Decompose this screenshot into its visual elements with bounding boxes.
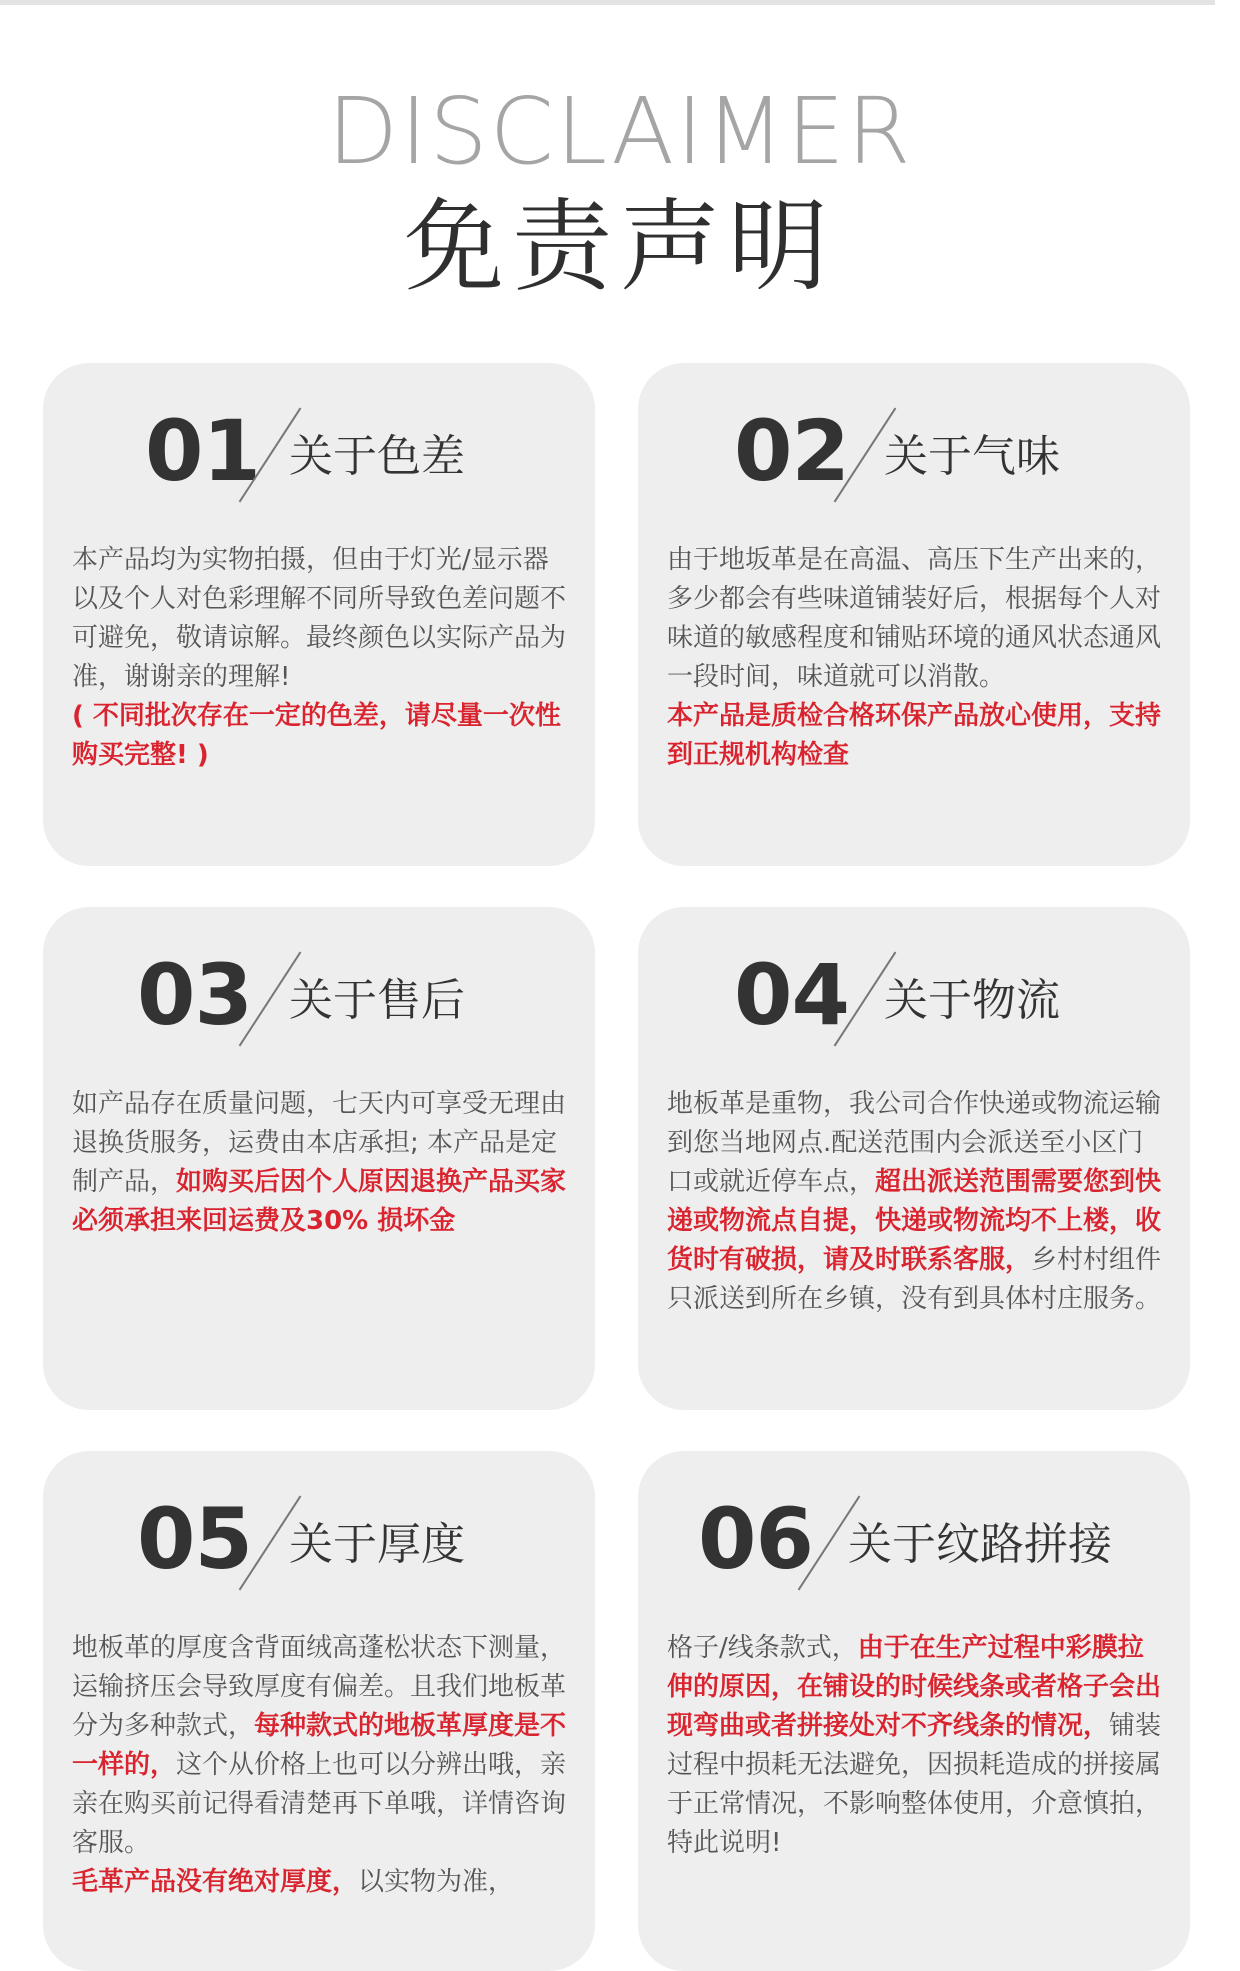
card-text: 以实物为准， — [358, 1867, 515, 1897]
card-highlight: ( 不同批次存在一定的色差，请尽量一次性购买完整! ) — [72, 701, 561, 770]
card-number: 05 — [137, 1490, 252, 1588]
card-highlight: 由于在生产过程中彩膜拉伸的原因，在铺设的时候线条或者格子会出现弯曲或者拼接处对不齐线条的情况， — [667, 1633, 1162, 1741]
card-text: 地板革是重物，我公司合作快递或物流运输到您当地网点.配送范围内会派送至小区门口或就近停车点， — [667, 1089, 1162, 1197]
card-color-difference — [43, 363, 595, 866]
card-number: 02 — [734, 402, 849, 500]
card-body — [72, 541, 572, 775]
card-number: 06 — [698, 1490, 813, 1588]
card-title: 关于物流 — [884, 975, 1060, 1026]
card-body — [72, 1085, 572, 1241]
card-number: 04 — [734, 946, 849, 1044]
card-body — [667, 1629, 1167, 1863]
disclaimer-title-cn: 免责声明 — [404, 188, 836, 305]
card-number: 01 — [145, 402, 260, 500]
card-text: 乡村村组件只派送到所在乡镇，没有到具体村庄服务。 — [667, 1245, 1162, 1314]
card-text: 格子/线条款式， — [667, 1633, 858, 1663]
disclaimer-title-en: DISCLAIMER — [327, 78, 913, 185]
card-pattern-splicing — [638, 1451, 1190, 1971]
card-thickness — [43, 1451, 595, 1971]
card-title: 关于气味 — [884, 431, 1060, 482]
card-body — [667, 1085, 1167, 1319]
card-number: 03 — [137, 946, 252, 1044]
card-logistics — [638, 907, 1190, 1410]
card-after-sales — [43, 907, 595, 1410]
card-highlight: 每种款式的地板革厚度是不一样的， — [72, 1711, 567, 1780]
card-highlight: 毛革产品没有绝对厚度， — [72, 1867, 359, 1897]
card-body — [72, 1629, 572, 1902]
card-text: 由于地坂革是在高温、高压下生产出来的，多少都会有些味道铺装好后，根据每个人对味道的敏感程度和铺贴环境的通风状态通风一段时间，味道就可以消散。 — [667, 545, 1162, 692]
card-text: 铺装过程中损耗无法避免，因损耗造成的拼接属于正常情况，不影响整体使用，介意慎拍，特此说明! — [667, 1711, 1162, 1858]
card-title: 关于纹路拼接 — [848, 1519, 1112, 1570]
top-divider — [0, 0, 1215, 5]
card-title: 关于售后 — [289, 975, 465, 1026]
card-odor — [638, 363, 1190, 866]
card-text: 如产品存在质量问题，七天内可享受无理由退换货服务，运费由本店承担; 本产品是定制产品， — [72, 1089, 567, 1197]
card-text: 本产品均为实物拍摄，但由于灯光/显示器以及个人对色彩理解不同所导致色差问题不可避免，敬请谅解。最终颜色以实际产品为准，谢谢亲的理解! — [72, 545, 567, 692]
card-text: 这个从价格上也可以分辨出哦，亲亲在购买前记得看清楚再下单哦，详情咨询客服。 — [72, 1750, 567, 1858]
card-highlight: 超出派送范围需要您到快递或物流点自提，快递或物流均不上楼，收货时有破损，请及时联系客服， — [667, 1167, 1162, 1275]
card-highlight: 本产品是质检合格环保产品放心使用，支持到正规机构检查 — [667, 701, 1162, 770]
card-body — [667, 541, 1167, 775]
card-title: 关于厚度 — [289, 1519, 465, 1570]
card-title: 关于色差 — [289, 431, 465, 482]
card-highlight: 如购买后因个人原因退换产品买家必须承担来回运费及30% 损坏金 — [72, 1167, 567, 1236]
card-text: 地板革的厚度含背面绒高蓬松状态下测量，运输挤压会导致厚度有偏差。且我们地板革分为多种款式， — [72, 1633, 567, 1741]
